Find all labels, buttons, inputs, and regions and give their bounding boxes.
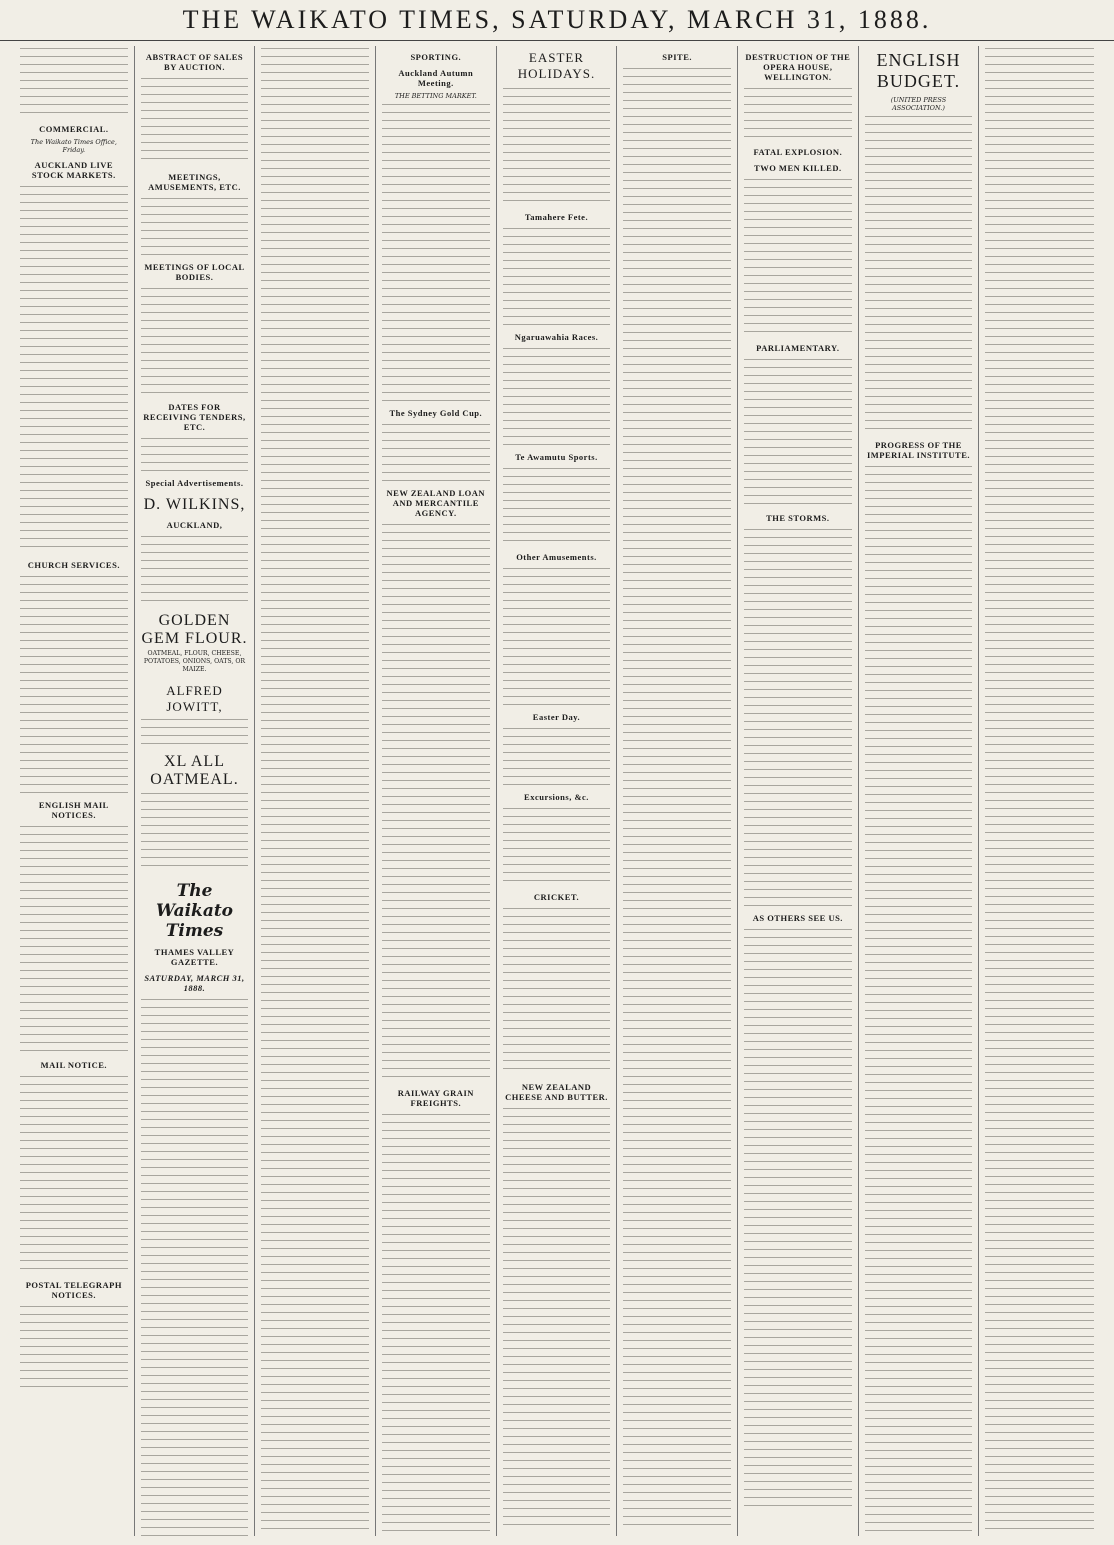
column-7: [738, 46, 859, 1536]
imperial-heading: PROGRESS OF THE IMPERIAL INSTITUTE.: [866, 440, 970, 460]
column-6: [617, 46, 738, 1536]
sporting-heading: SPORTING.: [410, 52, 462, 62]
sales-heading: ABSTRACT OF SALES BY AUCTION.: [145, 52, 244, 72]
text-block: [382, 522, 490, 1082]
newspaper-title: THE WAIKATO TIMES, SATURDAY, MARCH 31, 1888.: [182, 5, 932, 34]
text-block: [141, 717, 249, 745]
text-block: [503, 346, 611, 446]
issue-date: SATURDAY, MARCH 31, 1888.: [144, 972, 245, 993]
oatmeal-ad: XL ALL OATMEAL.: [150, 752, 239, 788]
text-block: [503, 466, 611, 546]
text-block: [382, 102, 490, 402]
text-block: [744, 86, 852, 141]
tenders-heading: DATES FOR RECEIVING TENDERS, ETC.: [143, 402, 246, 432]
te-awamutu-heading: Te Awamutu Sports.: [515, 452, 598, 462]
commercial-heading: COMMERCIAL.: [39, 124, 109, 134]
column-9: [979, 46, 1100, 1536]
gazette-label: THAMES VALLEY GAZETTE.: [154, 946, 235, 967]
column-3: [255, 46, 376, 1536]
easter-heading: EASTER HOLIDAYS.: [517, 50, 596, 81]
column-4: [376, 46, 497, 1536]
column-1: [14, 46, 135, 1536]
others-heading: AS OTHERS SEE US.: [752, 913, 843, 923]
times-flag: The Waikato Times: [155, 880, 234, 941]
text-block: [20, 1304, 128, 1394]
sydney-heading: The Sydney Gold Cup.: [389, 408, 483, 418]
commercial-subheading: The Waikato Times Office, Friday.: [30, 138, 117, 154]
railway-heading: RAILWAY GRAIN FREIGHTS.: [397, 1088, 474, 1108]
text-block: [20, 184, 128, 554]
nz-loan-heading: NEW ZEALAND LOAN AND MERCANTILE AGENCY.: [386, 488, 486, 518]
local-bodies-heading: MEETINGS OF LOCAL BODIES.: [144, 262, 245, 282]
postal-heading: POSTAL TELEGRAPH NOTICES.: [25, 1280, 122, 1300]
betting-heading: THE BETTING MARKET.: [394, 92, 477, 100]
spite-heading: SPITE.: [662, 52, 692, 62]
text-block: [141, 997, 249, 1536]
masthead: [0, 0, 1114, 41]
text-block: [503, 566, 611, 706]
stock-markets-heading: AUCKLAND LIVE STOCK MARKETS.: [31, 160, 116, 180]
column-2: [135, 46, 256, 1536]
text-block: [141, 436, 249, 472]
other-heading: Other Amusements.: [516, 552, 597, 562]
text-block: [503, 726, 611, 786]
text-block: [985, 46, 1094, 1536]
text-block: [382, 422, 490, 482]
fatal-heading: FATAL EXPLOSION.: [753, 147, 843, 157]
jowitt-ad: ALFRED JOWITT,: [166, 682, 223, 714]
cricket-heading: CRICKET.: [533, 892, 580, 902]
two-men-heading: TWO MEN KILLED.: [754, 163, 842, 173]
text-block: [503, 226, 611, 326]
tamahere-heading: Tamahere Fete.: [524, 212, 589, 222]
text-block: [503, 906, 611, 1076]
column-5: [497, 46, 618, 1536]
goods-list: OATMEAL, FLOUR, CHEESE, POTATOES, ONIONS, OATS, OR MAIZE.: [143, 650, 246, 674]
text-block: [744, 177, 852, 337]
storms-heading: THE STORMS.: [766, 513, 830, 523]
text-block: [744, 527, 852, 907]
parliament-heading: PARLIAMENTARY.: [756, 343, 840, 353]
text-block: [141, 286, 249, 396]
golden-gem-ad: GOLDEN GEM FLOUR.: [141, 612, 248, 647]
easter-day-heading: Easter Day.: [532, 712, 581, 722]
special-heading: Special Advertisements.: [145, 478, 244, 488]
columns: [14, 46, 1100, 1536]
opera-heading: DESTRUCTION OF THE OPERA HOUSE, WELLINGTON.: [745, 52, 851, 82]
text-block: [20, 46, 128, 118]
ngaruawahia-heading: Ngaruawahia Races.: [514, 332, 599, 342]
text-block: [744, 927, 852, 1507]
mail-notices-heading: ENGLISH MAIL NOTICES.: [38, 800, 109, 820]
text-block: [261, 46, 369, 1536]
text-block: [503, 806, 611, 886]
text-block: [141, 76, 249, 166]
autumn-heading: Auckland Autumn Meeting.: [398, 68, 474, 88]
excursions-heading: Excursions, &c.: [524, 792, 589, 802]
text-block: [623, 66, 731, 1526]
meetings-heading: MEETINGS, AMUSEMENTS, ETC.: [148, 172, 241, 192]
auckland-label: AUCKLAND,: [166, 520, 223, 530]
text-block: [503, 86, 611, 206]
nz-cheese-heading: NEW ZEALAND CHEESE AND BUTTER.: [505, 1082, 608, 1102]
text-block: [382, 1112, 490, 1532]
text-block: [20, 824, 128, 1054]
budget-subheading: (UNITED PRESS ASSOCIATION.): [890, 96, 947, 112]
text-block: [503, 1106, 611, 1526]
budget-heading: ENGLISH BUDGET.: [876, 50, 961, 91]
text-block: [20, 1074, 128, 1274]
text-block: [865, 464, 973, 1536]
text-block: [141, 791, 249, 871]
text-block: [141, 534, 249, 604]
text-block: [141, 196, 249, 256]
text-block: [744, 357, 852, 507]
church-services-heading: CHURCH SERVICES.: [27, 560, 120, 570]
text-block: [20, 574, 128, 794]
column-8: [859, 46, 980, 1536]
wilkins-ad: D. WILKINS,: [143, 496, 246, 513]
mail-notice-heading: MAIL NOTICE.: [40, 1060, 108, 1070]
text-block: [865, 114, 973, 434]
